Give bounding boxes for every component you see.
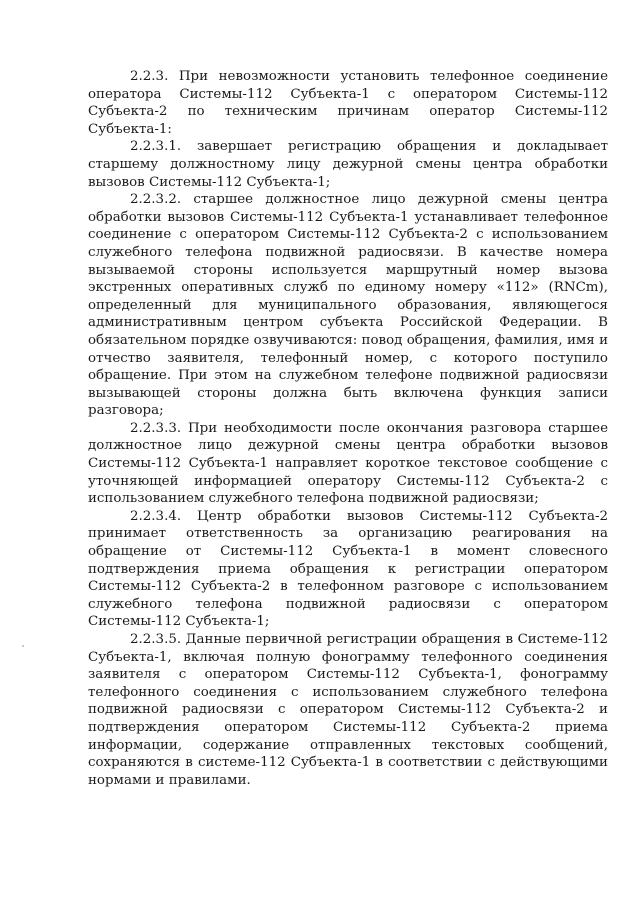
- paragraph-2-2-3-5: 2.2.3.5. Данные первичной регистрации обращения в Системе-112 Субъекта-1, включая полную фонограмму телефонного соединения заявителя с оператором Системы-112 Субъекта-1, фонограмму телефонного соединения с использованием служебного телефона подвижной радиосвязи с оператором Системы-112 Субъекта-2 и подтверждения оператором Системы-112 Субъекта-2 приема информации, содержание отправленных текстовых сообщений, сохраняются в системе-112 Субъекта-1 в соответствии с действующими нормами и правилами.: [88, 632, 608, 788]
- paragraph-2-2-3-1: 2.2.3.1. завершает регистрацию обращения и докладывает старшему должностному лицу дежурной смены центра обработки вызовов Системы-112 Субъекта-1;: [88, 139, 608, 190]
- scan-artifact-dot: [22, 645, 24, 647]
- document-page: [88, 68, 608, 789]
- paragraph-2-2-3-3: 2.2.3.3. При необходимости после окончания разговора старшее должностное лицо дежурной смены центра обработки вызовов Системы-112 Субъекта-1 направляет короткое текстовое сообщение с уточняющей информацией оператору Системы-112 Субъекта-2 с использованием служебного телефона подвижной радиосвязи;: [88, 420, 608, 507]
- paragraph-2-2-3-2: 2.2.3.2. старшее должностное лицо дежурной смены центра обработки вызовов Системы-112 Субъекта-1 устанавливает телефонное соединение с оператором Системы-112 Субъекта-2 с использованием служебного телефона подвижной радиосвязи. В качестве номера вызываемой стороны используется маршрутный номер вызова экстренных оперативных служб по единому номеру «112» (RNCm), определенный для муниципального образования, являющегося административным центром субъекта Российской Федерации. В обязательном порядке озвучиваются: повод обращения, фамилия, имя и отчество заявителя, телефонный номер, с которого поступило обращение. При этом на служебном телефоне подвижной радиосвязи вызывающей стороны должна быть включена функция записи разговора;: [88, 192, 608, 419]
- paragraph-2-2-3: 2.2.3. При невозможности установить телефонное соединение оператора Системы-112 Субъекта-1 с оператором Системы-112 Субъекта-2 по техническим причинам оператор Системы-112 Субъекта-1:: [88, 69, 608, 137]
- paragraph-2-2-3-4: 2.2.3.4. Центр обработки вызовов Системы-112 Субъекта-2 принимает ответственность за организацию реагирования на обращение от Системы-112 Субъекта-1 в момент словесного подтверждения приема обращения к регистрации оператором Системы-112 Субъекта-2 в телефонном разговоре с использованием служебного телефона подвижной радиосвязи с оператором Системы-112 Субъекта-1;: [88, 508, 608, 630]
